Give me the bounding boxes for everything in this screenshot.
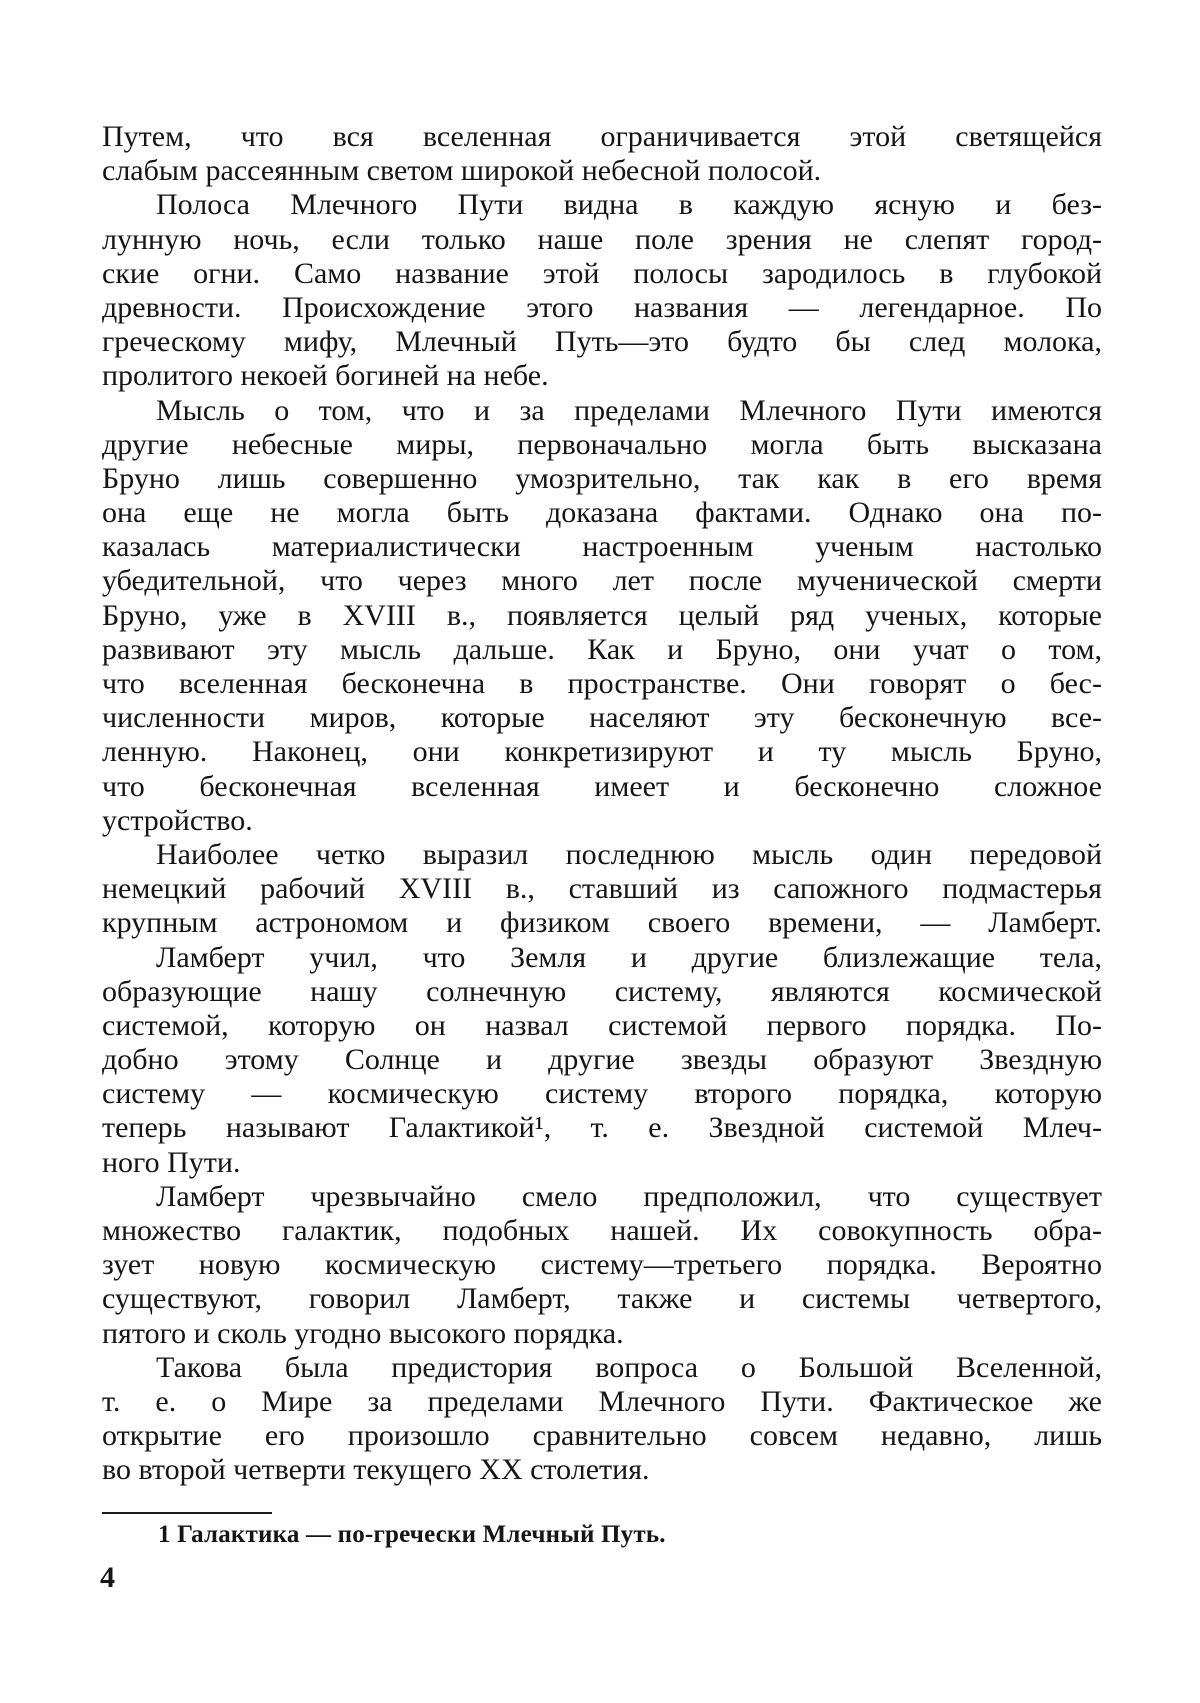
text-line: древности. Происхождение этого названия — легендарное. По [102, 290, 1102, 324]
footnote [158, 1518, 666, 1552]
text-line: открытие его произошло сравнительно совсем недавно, лишь [102, 1419, 1102, 1453]
text-line: Бруно лишь совершенно умозрительно, так как в его время [102, 461, 1102, 495]
text-line: казалась материалистически настроенным ученым настолько [102, 530, 1102, 564]
footnote-rule [102, 1512, 272, 1514]
text-line: Такова была предистория вопроса о Большой Вселенной, [156, 1350, 1102, 1384]
text-line: системой, которую он назвал системой первого порядка. По- [102, 1008, 1102, 1042]
text-line: немецкий рабочий XVIII в., ставший из сапожного подмастерья [102, 872, 1102, 906]
text-line: она еще не могла быть доказана фактами. Однако она по- [102, 496, 1102, 530]
text-line: существуют, говорил Ламберт, также и системы четвертого, [102, 1282, 1102, 1316]
text-line: что вселенная бесконечна в пространстве. Они говорят о бес- [102, 667, 1102, 700]
main-text [102, 120, 1102, 1488]
text-line: теперь называют Галактикой¹, т. е. Звездной системой Млеч- [102, 1111, 1102, 1145]
text-line: устройство. [102, 803, 253, 837]
text-line: систему — космическую систему второго порядка, которую [102, 1077, 1102, 1111]
footnote-marker: 1 [158, 1521, 171, 1548]
text-line: Ламберт учил, что Земля и другие близлежащие тела, [156, 940, 1102, 974]
text-line: убедительной, что через много лет после мученической смерти [102, 564, 1102, 598]
text-line: во второй четверти текущего XX столетия. [102, 1453, 650, 1487]
text-line: численности миров, которые населяют эту бесконечную все- [102, 701, 1102, 735]
text-line: Ламберт чрезвычайно смело предположил, что существует [156, 1179, 1102, 1213]
text-line: ленную. Наконец, они конкретизируют и ту мысль Бруно, [102, 735, 1102, 769]
text-line: слабым рассеянным светом широкой небесной полосой. [102, 154, 822, 188]
text-line: добно этому Солнце и другие звезды образуют Звездную [102, 1043, 1102, 1077]
text-line: образующие нашу солнечную систему, являются космической [102, 974, 1102, 1008]
text-line: крупным астрономом и физиком своего времени, — Ламберт. [102, 906, 1102, 940]
footnote-text: Галактика — по-гречески Млечный Путь. [177, 1521, 666, 1548]
text-line: пятого и сколь угодно высокого порядка. [102, 1316, 624, 1350]
text-line: Мысль о том, что и за пределами Млечного Пути имеются [156, 393, 1102, 427]
text-line: ские огни. Само название этой полосы зародилось в глубокой [102, 256, 1102, 290]
page-number: 4 [100, 1561, 115, 1594]
text-line: греческому мифу, Млечный Путь—это будто бы след молока, [102, 325, 1102, 359]
text-line: развивают эту мысль дальше. Как и Бруно, они учат о том, [102, 632, 1102, 666]
text-line: зует новую космическую систему—третьего порядка. Вероятно [102, 1248, 1102, 1282]
text-line: что бесконечная вселенная имеет и бесконечно сложное [102, 769, 1102, 803]
text-line: Бруно, уже в XVIII в., появляется целый ряд ученых, которые [102, 598, 1102, 632]
text-line: Путем, что вся вселенная ограничивается этой светящейся [102, 120, 1102, 153]
text-line: лунную ночь, если только наше поле зрения не слепят город- [102, 222, 1102, 256]
text-line: пролитого некоей богиней на небе. [102, 359, 549, 393]
text-line: ного Пути. [102, 1145, 241, 1179]
text-line: Полоса Млечного Пути видна в каждую ясную и без- [156, 188, 1102, 222]
text-line: множество галактик, подобных нашей. Их совокупность обра- [102, 1214, 1102, 1247]
text-line: Наиболее четко выразил последнюю мысль один передовой [156, 837, 1102, 871]
text-line: т. е. о Мире за пределами Млечного Пути. Фактическое же [102, 1384, 1102, 1418]
text-line: другие небесные миры, первоначально могла быть высказана [102, 427, 1102, 461]
